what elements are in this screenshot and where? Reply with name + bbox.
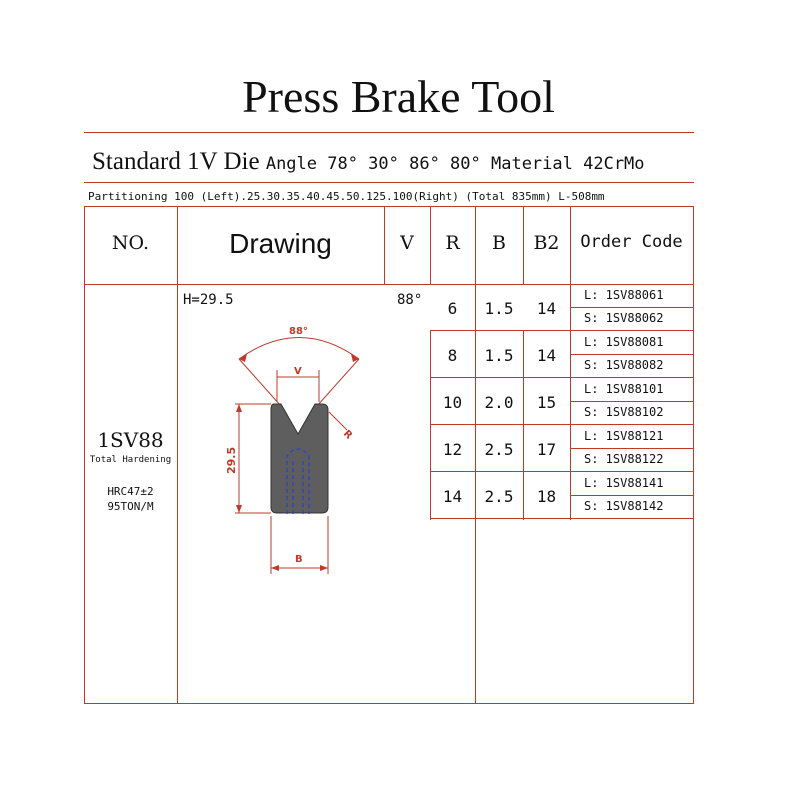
row-r-value: 12 xyxy=(442,440,463,459)
row-divider xyxy=(430,377,693,378)
row-b2-value: 18 xyxy=(536,487,557,506)
order-code-short: S: 1SV88082 xyxy=(584,358,664,372)
order-code-long: L: 1SV88121 xyxy=(584,429,664,443)
row-b-value: 2.5 xyxy=(484,440,514,459)
page-title: Press Brake Tool xyxy=(242,71,555,122)
die-type: Standard 1V Die xyxy=(92,148,260,175)
header-no: NO. xyxy=(111,232,150,254)
order-code-long: L: 1SV88061 xyxy=(584,288,664,302)
row-b2-value: 15 xyxy=(536,393,557,412)
order-code-long: L: 1SV88081 xyxy=(584,335,664,349)
r-dimension: R xyxy=(340,428,355,442)
subtitle-divider xyxy=(84,182,694,183)
order-code-short: S: 1SV88102 xyxy=(584,405,664,419)
header-drawing: Drawing xyxy=(229,228,332,259)
v-dimension: V xyxy=(294,366,302,377)
die-subtitle xyxy=(92,148,645,176)
order-code-divider xyxy=(570,354,693,355)
angle-material: Angle 78° 30° 86° 80° Material 42CrMo xyxy=(265,154,645,174)
title-divider xyxy=(84,132,694,133)
header-b: B xyxy=(492,232,506,254)
hardening-note: Total Hardening xyxy=(89,455,172,465)
row-r-value: 8 xyxy=(447,346,458,365)
order-code-divider xyxy=(570,448,693,449)
height-dimension: 29.5 xyxy=(225,446,238,474)
row-divider xyxy=(430,424,693,425)
angle-dimension: 88° xyxy=(289,326,308,337)
b-dimension: B xyxy=(295,554,303,565)
order-code-short: S: 1SV88142 xyxy=(584,499,664,513)
order-code-short: S: 1SV88062 xyxy=(584,311,664,325)
row-r-value: 14 xyxy=(442,487,463,506)
header-v: V xyxy=(400,232,414,254)
die-body xyxy=(271,404,328,513)
order-code-divider xyxy=(570,401,693,402)
row-b-value: 1.5 xyxy=(484,299,514,318)
row-b2-value: 17 xyxy=(536,440,557,459)
row-r-value: 6 xyxy=(447,299,458,318)
row-r-value: 10 xyxy=(442,393,463,412)
angle-arc xyxy=(239,338,359,360)
partitioning-info: Partitioning 100 (Left).25.30.35.40.45.50.125.100(Right) (Total 835mm) L-508mm xyxy=(88,190,605,203)
row-b-value: 2.5 xyxy=(484,487,514,506)
row-b2-value: 14 xyxy=(536,299,557,318)
row-divider xyxy=(430,471,693,472)
order-code-divider xyxy=(570,307,693,308)
order-code-long: L: 1SV88141 xyxy=(584,476,664,490)
model-number: 1SV88 xyxy=(97,428,164,452)
row-b-value: 1.5 xyxy=(484,346,514,365)
header-order-code: Order Code xyxy=(580,232,683,252)
die-drawing xyxy=(177,284,430,584)
row-b-value: 2.0 xyxy=(484,393,514,412)
header-r: R xyxy=(445,232,460,254)
angle-label: 88° xyxy=(397,292,423,308)
row-divider xyxy=(430,518,693,519)
row-divider xyxy=(430,330,693,331)
hardness-value: HRC47±2 xyxy=(107,485,154,498)
header-b2: B2 xyxy=(533,232,560,254)
table-top-line xyxy=(84,206,694,207)
tonnage-value: 95TON/M xyxy=(107,500,154,513)
order-code-divider xyxy=(570,495,693,496)
height-label: H=29.5 xyxy=(183,292,234,308)
row-b2-value: 14 xyxy=(536,346,557,365)
order-code-long: L: 1SV88101 xyxy=(584,382,664,396)
order-code-short: S: 1SV88122 xyxy=(584,452,664,466)
